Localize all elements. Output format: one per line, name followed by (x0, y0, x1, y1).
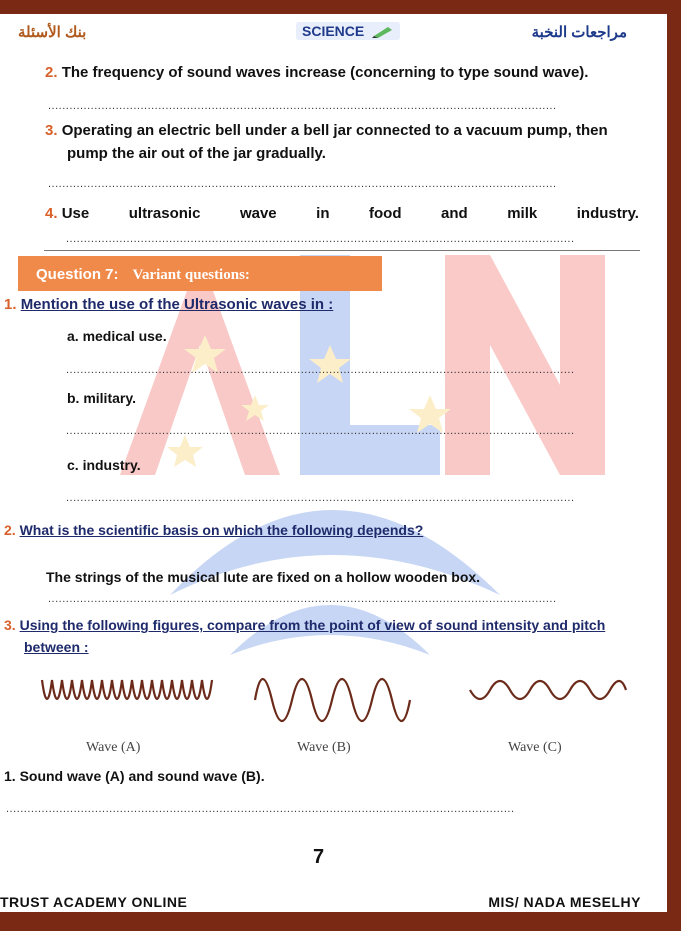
question-7-label: Question 7: (36, 266, 119, 283)
item-word: ultrasonic (128, 205, 201, 222)
question-7-title (36, 266, 250, 284)
variant-1-option-a: a. medical use. (67, 328, 167, 344)
variant-3-subquestion-1: 1. Sound wave (A) and sound wave (B). (4, 768, 265, 784)
item-word: in (316, 205, 330, 222)
item-text: Using the following figures, compare from the point of view of sound intensity and pitch (19, 617, 606, 633)
header-question-bank: بنك الأسئلة (18, 24, 87, 41)
answer-line: ............................................................................................................................................... (48, 593, 557, 605)
item-word: food (369, 205, 402, 222)
item-word: wave (239, 205, 277, 222)
page-frame-right (667, 0, 681, 931)
item-word: milk (507, 205, 538, 222)
variant-1-option-b: b. military. (67, 390, 136, 406)
header-elite-reviews: مراجعات النخبة (531, 24, 627, 41)
item-3 (45, 120, 608, 141)
item-2 (45, 62, 588, 83)
item-number: 2. (4, 522, 16, 538)
footer-academy: TRUST ACADEMY ONLINE (0, 894, 188, 910)
item-number: 4. (45, 205, 58, 222)
item-word: industry. (576, 205, 639, 222)
item-text: The frequency of sound waves increase (concerning to type sound wave). (61, 64, 589, 81)
wave-a-label: Wave (A) (86, 740, 141, 755)
pencil-icon (372, 26, 394, 38)
item-text: Mention the use of the Ultrasonic waves in : (20, 296, 334, 313)
item-4 (45, 205, 639, 222)
variant-3 (4, 615, 605, 636)
question-7-subtitle: Variant questions: (132, 267, 250, 283)
item-text-continued: pump the air out of the jar gradually. (67, 145, 326, 162)
variant-3-continued (24, 637, 89, 658)
page-header (0, 18, 667, 48)
item-text-continued: between : (24, 639, 89, 655)
wave-c-label: Wave (C) (508, 740, 562, 755)
item-word: Use (61, 205, 90, 222)
item-text: Operating an electric bell under a bell jar connected to a vacuum pump, then (61, 122, 608, 139)
item-text: What is the scientific basis on which the following depends? (19, 522, 424, 538)
item-number: 3. (45, 122, 58, 139)
wave-a (42, 680, 212, 699)
header-subject-label: SCIENCE (302, 23, 365, 39)
variant-1-option-c: c. industry. (67, 457, 141, 473)
item-number: 1. (4, 296, 17, 313)
answer-line: ............................................................................................................................................... (66, 233, 575, 245)
variant-2 (4, 520, 423, 541)
page-number: 7 (313, 846, 325, 868)
variant-1 (4, 294, 333, 315)
answer-line: ............................................................................................................................................... (48, 178, 557, 190)
answer-line: ............................................................................................................................................... (48, 100, 557, 112)
wave-b (255, 679, 410, 721)
waves-figure (30, 660, 640, 740)
wave-c (470, 681, 626, 699)
page-frame-top (0, 0, 681, 14)
variant-2-statement: The strings of the musical lute are fixed on a hollow wooden box. (46, 569, 481, 585)
answer-line: ............................................................................................................................................... (6, 803, 515, 815)
answer-line: ............................................................................................................................................... (66, 425, 575, 437)
page-frame-bottom (0, 912, 681, 931)
wave-b-label: Wave (B) (297, 740, 351, 755)
answer-line: ............................................................................................................................................... (66, 492, 575, 504)
answer-line: ............................................................................................................................................... (66, 364, 575, 376)
section-divider (44, 250, 640, 251)
footer-teacher: MIS/ NADA MESELHY (488, 894, 641, 910)
item-number: 3. (4, 617, 16, 633)
item-number: 2. (45, 64, 58, 81)
item-word: and (441, 205, 468, 222)
header-subject (296, 22, 400, 40)
